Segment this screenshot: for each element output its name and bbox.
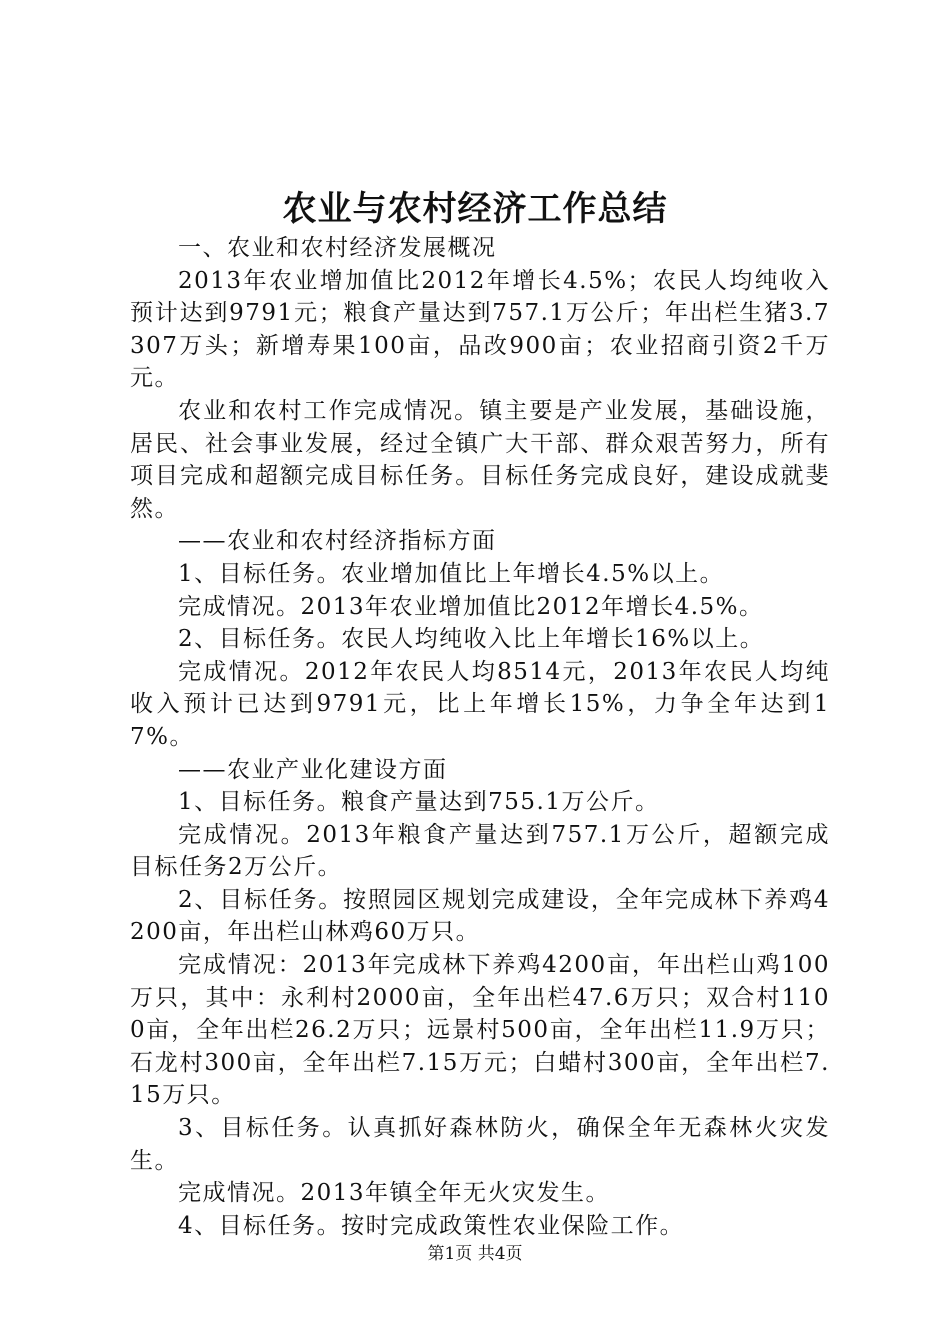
paragraph-result-fire: 完成情况。2013年镇全年无火灾发生。	[178, 1180, 611, 1207]
paragraph-target-chicken: 2、目标任务。按照园区规划完成建设，全年完成林下养鸡4200亩，年出栏山林鸡60万只。	[130, 886, 830, 946]
subheading-economic-indicators: ——农业和农村经济指标方面	[178, 528, 497, 555]
paragraph-result-grain: 完成情况。2013年粮食产量达到757.1万公斤，超额完成目标任务2万公斤。	[130, 821, 830, 881]
subheading-industrialization: ——农业产业化建设方面	[178, 756, 448, 783]
section-heading: 一、农业和农村经济发展概况	[178, 235, 497, 261]
paragraph-target-fire: 3、目标任务。认真抓好森林防火，确保全年无森林火灾发生。	[130, 1115, 830, 1174]
paragraph-overview: 2013年农业增加值比2012年增长4.5%；农民人均纯收入预计达到9791元；粮食产量达到757.1万公斤；年出栏生猪3.7307万头；新增寿果100亩，品改900亩；农业招商引资2千万元。	[130, 267, 830, 392]
paragraph-target-insurance: 4、目标任务。按时完成政策性农业保险工作。	[178, 1212, 685, 1239]
paragraph-target-1: 1、目标任务。农业增加值比上年增长4.5%以上。	[178, 560, 725, 587]
page-footer: 第1页 共4页	[427, 1244, 523, 1264]
document-body	[130, 232, 830, 1242]
paragraph-result-1: 完成情况。2013年农业增加值比2012年增长4.5%。	[178, 593, 764, 620]
paragraph-target-2: 2、目标任务。农民人均纯收入比上年增长16%以上。	[178, 626, 765, 653]
paragraph-work-status: 农业和农村工作完成情况。镇主要是产业发展，基础设施，居民、社会事业发展，经过全镇广大干部、群众艰苦努力，所有项目完成和超额完成目标任务。目标任务完成良好，建设成就斐然。	[130, 397, 830, 522]
paragraph-target-grain: 1、目标任务。粮食产量达到755.1万公斤。	[178, 789, 660, 816]
paragraph-result-2: 完成情况。2012年农民人均8514元，2013年农民人均纯收入预计已达到9791元，比上年增长15%，力争全年达到17%。	[130, 658, 830, 750]
paragraph-result-chicken: 完成情况：2013年完成林下养鸡4200亩，年出栏山鸡100万只，其中：永利村2000亩，全年出栏47.6万只；双合村1100亩，全年出栏26.2万只；远景村500亩，全年出栏11.9万只；石龙村300亩，全年出栏7.15万元；白蜡村300亩，全年出栏7.15万只。	[130, 952, 830, 1109]
document-title: 农业与农村经济工作总结	[282, 189, 668, 229]
